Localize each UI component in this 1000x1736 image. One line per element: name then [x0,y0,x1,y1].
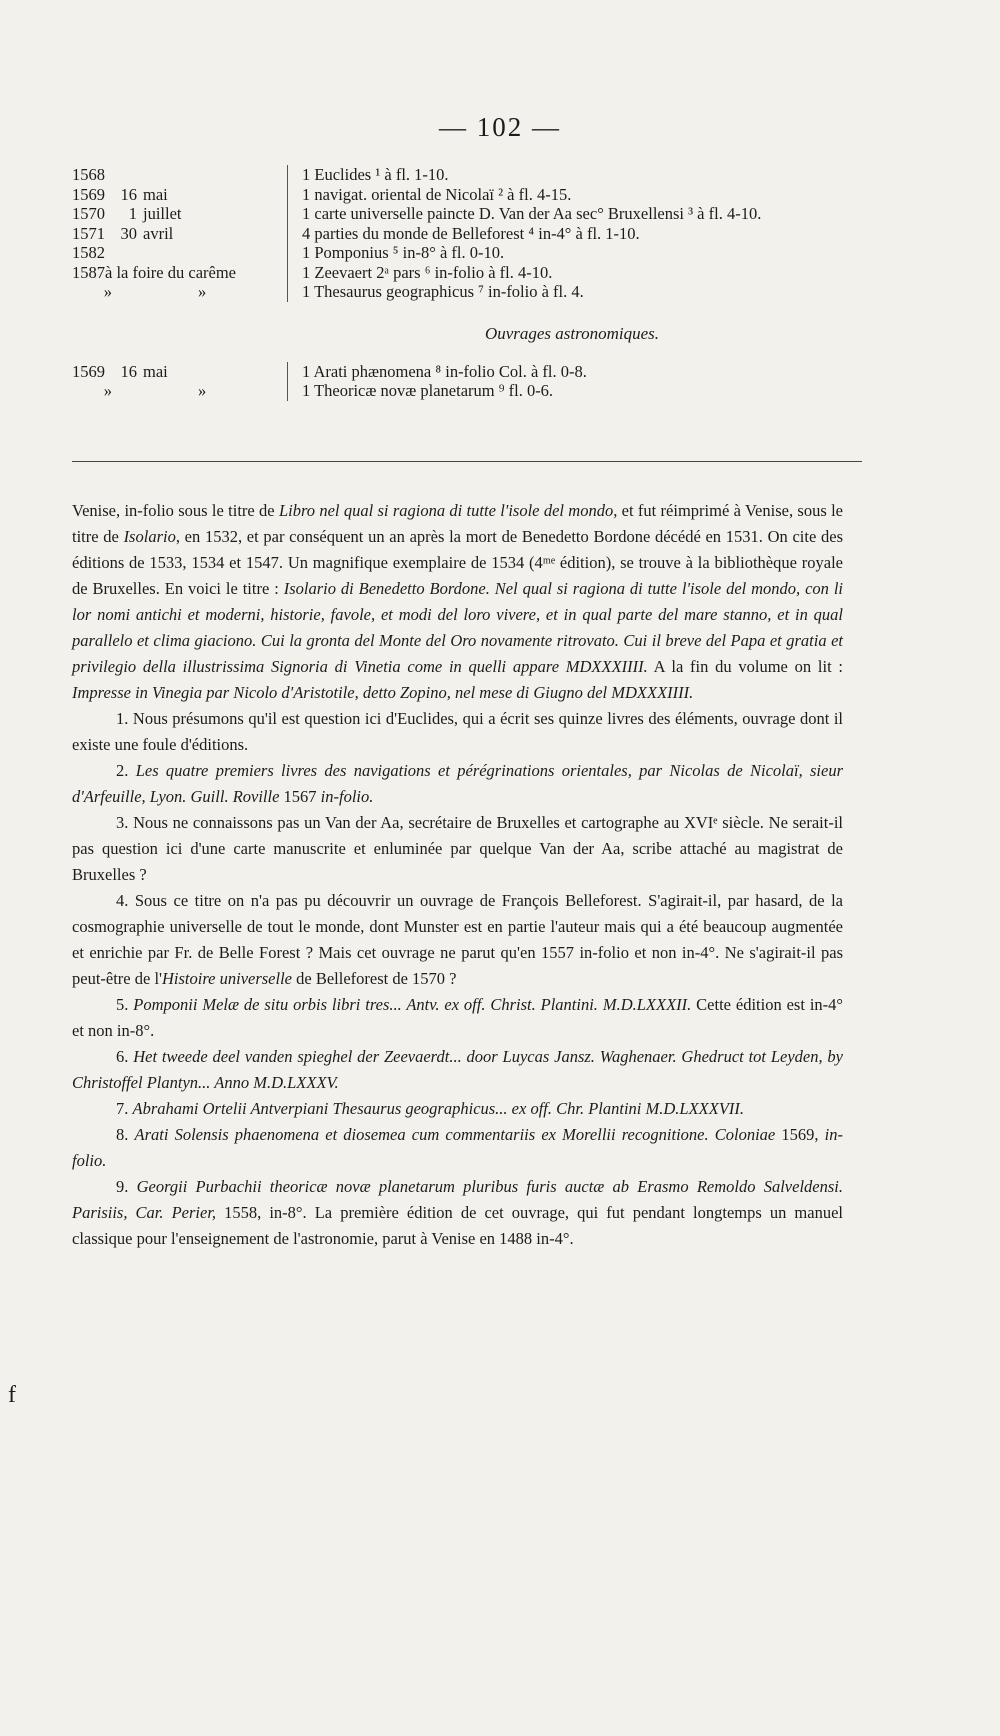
row-description: 1 carte universelle paincte D. Van der Aa sec° Bruxellensi ³ à fl. 4-10. [287,204,862,224]
inventory-row [72,381,862,401]
row-month: juillet [143,204,182,223]
footnote-6: 6. Het tweede deel vanden spieghel der Zeevaerdt... door Luycas Jansz. Waghenaer. Ghedruct tot Leyden, by Christoffel Plantyn... Anno M.D.LXXXV. [72,1047,843,1092]
footnote-9: 9. Georgii Purbachii theoricæ novæ planetarum pluribus furis auctæ ab Erasmo Remoldo Salveldensi. Parisiis, Car. Perier, 1558, in-8°. La première édition de cet ouvrage, qui fut pendant longtemps un manuel classique pour l'enseignement de l'astronomie, parut à Venise en 1488 in-4°. [72,1177,843,1248]
inventory-row [72,165,862,185]
footnotes-body [72,498,843,1252]
row-description: 1 Thesaurus geographicus ⁷ in-folio à fl. 4. [287,282,862,302]
separator-rule [72,461,862,462]
margin-annotation: f [8,1382,16,1408]
row-description: 1 Arati phænomena ⁸ in-folio Col. à fl. 0-8. [287,362,862,382]
row-description: 1 Theoricæ novæ planetarum ⁹ fl. 0-6. [287,381,862,401]
row-year: » [103,381,112,400]
row-month: à la foire du carême [105,262,237,282]
row-day: 1 [128,204,137,223]
row-description: 1 Pomponius ⁵ in-8° à fl. 0-10. [287,243,862,263]
row-description: 4 parties du monde de Belleforest ⁴ in-4° à fl. 1-10. [287,224,862,244]
page-number: — 102 — [439,112,561,142]
row-year: 1568 [72,165,105,184]
row-month: avril [143,223,174,243]
row-year: 1587 [72,262,105,282]
footnote-3: 3. Nous ne connaissons pas un Van der Aa, secrétaire de Bruxelles et cartographe au XVIᵉ siècle. Ne serait-il pas question ici d'une carte manuscrite et enluminée par quelque Van der Aa, scribe attaché au magistrat de Bruxelles ? [72,813,843,884]
inventory-list [72,165,862,401]
row-description: 1 navigat. oriental de Nicolaï ² à fl. 4-15. [287,185,862,205]
inventory-row [72,224,862,244]
row-month: » [198,282,207,301]
inventory-row [72,282,862,302]
footnote-2: 2. Les quatre premiers livres des navigations et pérégrinations orientales, par Nicolas de Nicolaï, sieur d'Arfeuille, Lyon. Guill. Roville 1567 in-folio. [72,761,844,806]
row-year: 1582 [72,243,105,262]
row-day: 16 [120,361,137,381]
footnote-8: 8. Arati Solensis phaenomena et diosemea cum commentariis ex Morellii recognitione. Coloniae 1569, in-folio. [72,1125,844,1170]
row-month: mai [143,184,168,204]
inventory-row [72,243,862,263]
footnote-4: 4. Sous ce titre on n'a pas pu découvrir un ouvrage de François Belleforest. S'agirait-il, par hasard, de la cosmographie universelle de tout le monde, dont Munster est en partie l'auteur mais qui a été beaucoup augmentée et enrichie par Fr. de Belle Forest ? Mais cet ouvrage ne parut qu'en 1557 in-folio et non in-4°. Ne s'agirait-il pas peut-être de l'Histoire universelle de Belleforest de 1570 ? [72,891,843,988]
footnote-1: 1. Nous présumons qu'il est question ici d'Euclides, qui a écrit ses quinze livres des éléments, ouvrage dont il existe une foule d'éditions. [72,709,843,754]
continuation-paragraph: Venise, in-folio sous le titre de Libro nel qual si ragiona di tutte l'isole del mondo, et fut réimprimé à Venise, sous le titre de Isolario, en 1532, et par conséquent un an après la mort de Benedetto Bordone décédé en 1531. On cite des éditions de 1533, 1534 et 1547. Un magnifique exemplaire de 1534 (4ᵐᵉ édition), se trouve à la bibliothèque royale de Bruxelles. En voici le titre : Isolario di Benedetto Bordone. Nel qual si ragiona di tutte l'isole del mondo, con li lor nomi antichi et moderni, historie, favole, et modi del loro vivere, et in qual parte del mare stanno, et in qual parallelo et clima giaciono. Cui la gronta del Monte del Oro novamente ritrovato. Cui il breve del Papa et gratia et privilegio della illustrissima Signoria di Vinetia come in quelli appare MDXXXIIII. A la fin du volume on lit : Impresse in Vinegia par Nicolo d'Aristotile, detto Zopino, nel mese di Giugno del MDXXXIIII. [72,501,843,702]
row-year: 1569 [72,184,105,204]
row-day: 16 [120,184,137,204]
row-month: mai [143,361,168,381]
row-month: » [198,381,207,400]
row-description: 1 Euclides ¹ à fl. 1-10. [287,165,862,185]
row-day: 30 [120,223,137,243]
footnote-7: 7. Abrahami Ortelii Antverpiani Thesaurus geographicus... ex off. Chr. Plantini M.D.LXXXVII. [116,1099,745,1118]
inventory-row [72,185,862,205]
row-description: 1 Zeevaert 2ᵃ pars ⁶ in-folio à fl. 4-10. [287,263,862,283]
inventory-row [72,362,862,382]
inventory-row [72,263,862,283]
row-year: 1571 [72,223,105,243]
section-title: Ouvrages astronomiques. [484,323,660,343]
row-year: 1570 [72,204,105,223]
inventory-row [72,204,862,224]
footnote-5: 5. Pomponii Melæ de situ orbis libri tres... Antv. ex off. Christ. Plantini. M.D.LXXXII. Cette édition est in-4° et non in-8°. [72,995,844,1040]
row-year: 1569 [72,361,105,381]
row-year: » [103,282,112,301]
